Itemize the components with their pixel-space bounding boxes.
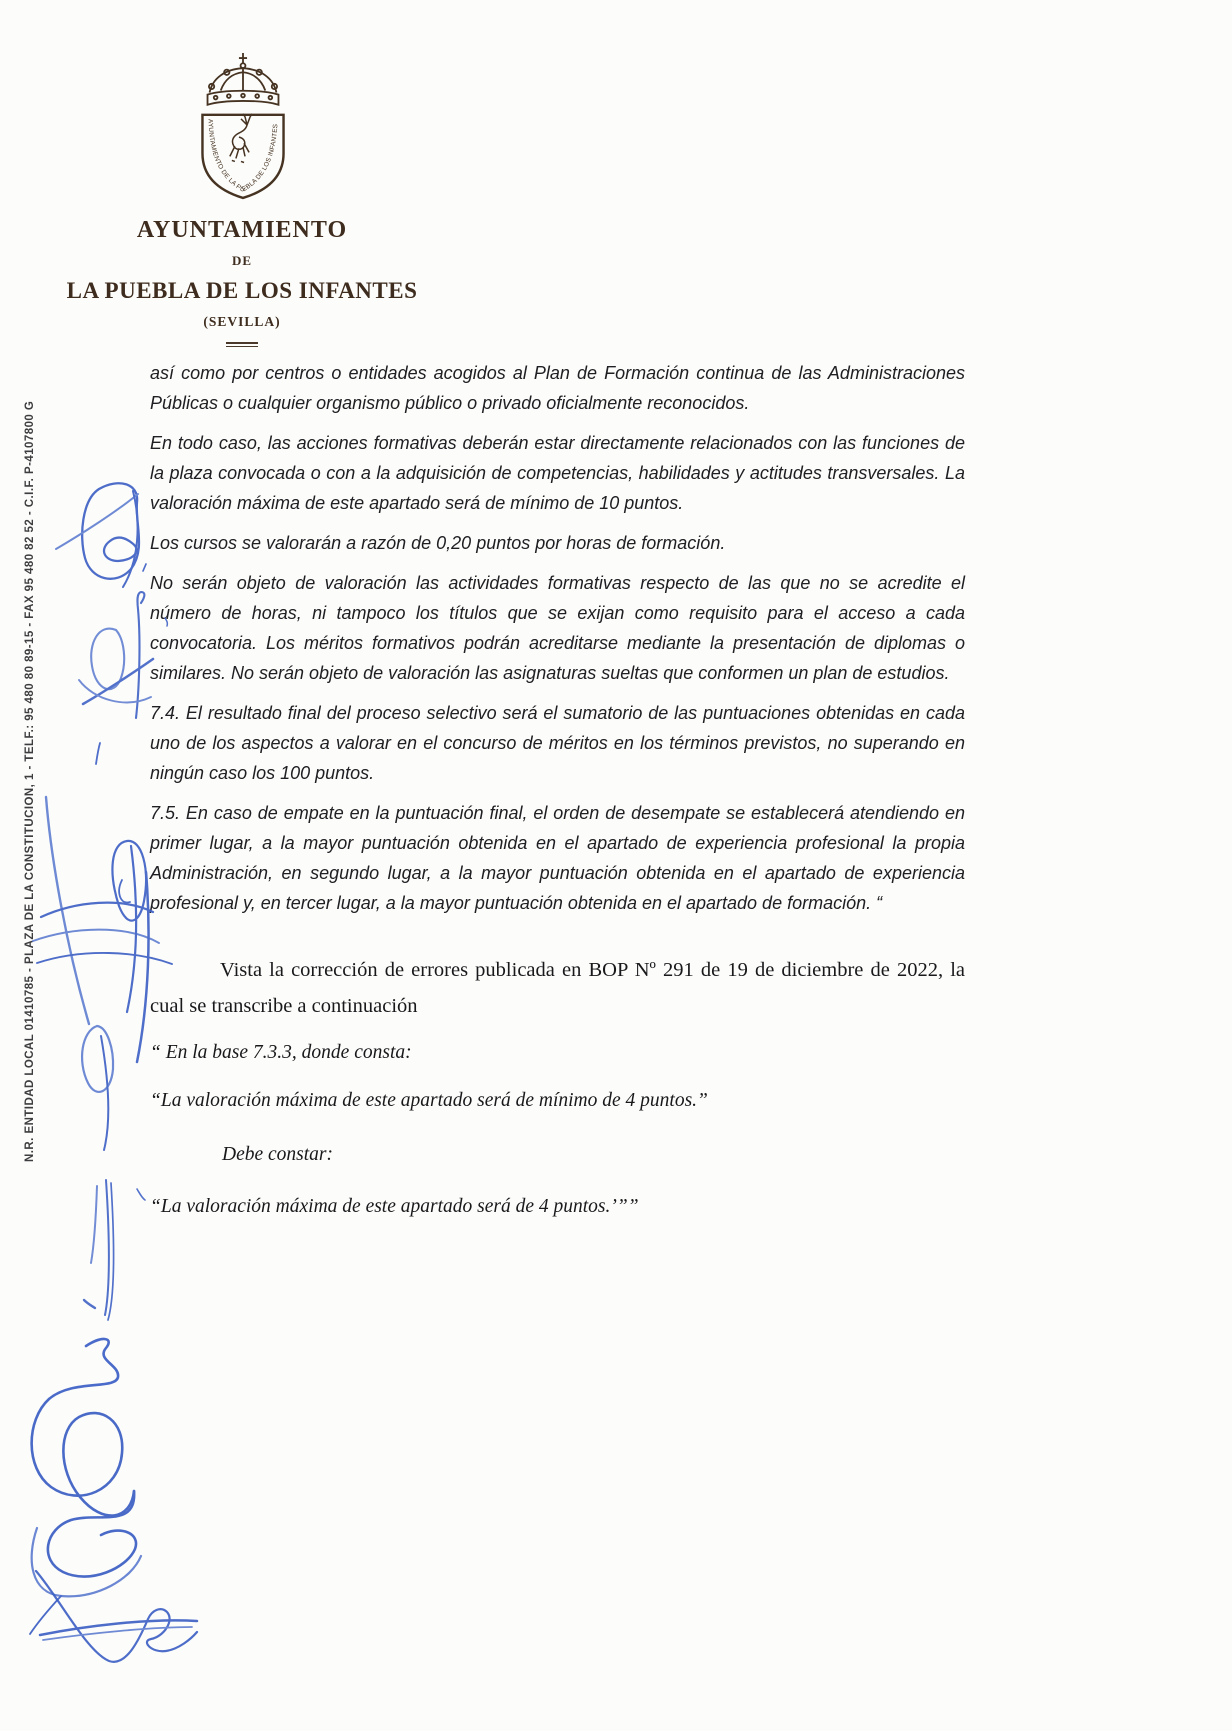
- body-paragraph-5: 7.4. El resultado final del proceso selectivo será el sumatorio de las puntuaciones obtenidas en cada uno de los aspectos a valorar en el concurso de méritos en los términos previstos, no superando en ningún caso los 100 puntos.: [150, 703, 965, 783]
- body-paragraph-10: Debe constar:: [222, 1144, 334, 1165]
- org-name-de: DE: [231, 253, 253, 268]
- signature-scribble-4: [84, 1180, 145, 1320]
- body-paragraph-11: “La valoración máxima de este apartado será de 4 puntos.’””: [150, 1196, 639, 1217]
- header-divider: [226, 342, 258, 347]
- body-paragraph-4: No serán objeto de valoración las actividades formativas respecto de las que no se acredite el número de horas, ni tampoco los títulos que se exijan como requisito para el acceso a cada convocatoria. Los méritos formativos podrán acreditarse mediante la presentación de diplomas o similares. No serán objeto de valoración las asignaturas sueltas que conformen un plan de estudios.: [150, 573, 965, 683]
- body-paragraph-7: Vista la corrección de errores publicada en BOP Nº 291 de 19 de diciembre de 2022, la cual se transcribe a continuación: [150, 959, 965, 1017]
- document-body: [150, 358, 965, 1230]
- signature-scribble-5: [30, 1339, 141, 1634]
- org-header: [42, 216, 442, 347]
- registration-sidebar-text: N.R. ENTIDAD LOCAL 01410785 - PLAZA DE LA CONSTITUCION, 1 - TELF.: 95 480 80 89-15 - FAX 95 480 82 52 - C.I.F. P-4107800 G: [24, 400, 36, 1162]
- crest-circular-text: AYUNTAMIENTO DE LA PUEBLA DE LOS INFANTES: [206, 118, 280, 194]
- org-name-ayuntamiento: AYUNTAMIENTO: [136, 217, 348, 243]
- body-paragraph-9: “La valoración máxima de este apartado será de mínimo de 4 puntos.”: [150, 1090, 708, 1111]
- crown-icon: [208, 53, 279, 105]
- body-paragraph-6: 7.5. En caso de empate en la puntuación final, el orden de desempate se establecerá atendiendo en primer lugar, a la mayor puntuación obtenida en el apartado de experiencia profesional la propia Administración, en segundo lugar, a la mayor puntuación obtenida en el apartado de experiencia profesional y, en tercer lugar, a la mayor puntuación obtenida en el apartado de formación. “: [150, 803, 965, 913]
- body-paragraph-1: así como por centros o entidades acogidos al Plan de Formación continua de las Administraciones Públicas o cualquier organismo público o privado oficialmente reconocidos.: [150, 363, 965, 413]
- org-name-municipality: LA PUEBLA DE LOS INFANTES: [66, 278, 418, 303]
- deer-icon: [230, 114, 252, 163]
- body-paragraph-3: Los cursos se valorarán a razón de 0,20 puntos por horas de formación.: [150, 533, 726, 553]
- body-paragraph-8: “ En la base 7.3.3, donde consta:: [150, 1042, 412, 1063]
- signature-scribble-1: [56, 483, 146, 587]
- signature-scribble-6: [36, 1571, 197, 1662]
- body-paragraph-2: En todo caso, las acciones formativas deberán estar directamente relacionados con las funciones de la plaza convocada o con a la adquisición de competencias, habilidades y actitudes transversales. La valoración máxima de este apartado será de mínimo de 10 puntos.: [150, 433, 965, 513]
- org-name-province: (SEVILLA): [203, 314, 281, 329]
- coat-of-arms-icon: [188, 52, 298, 202]
